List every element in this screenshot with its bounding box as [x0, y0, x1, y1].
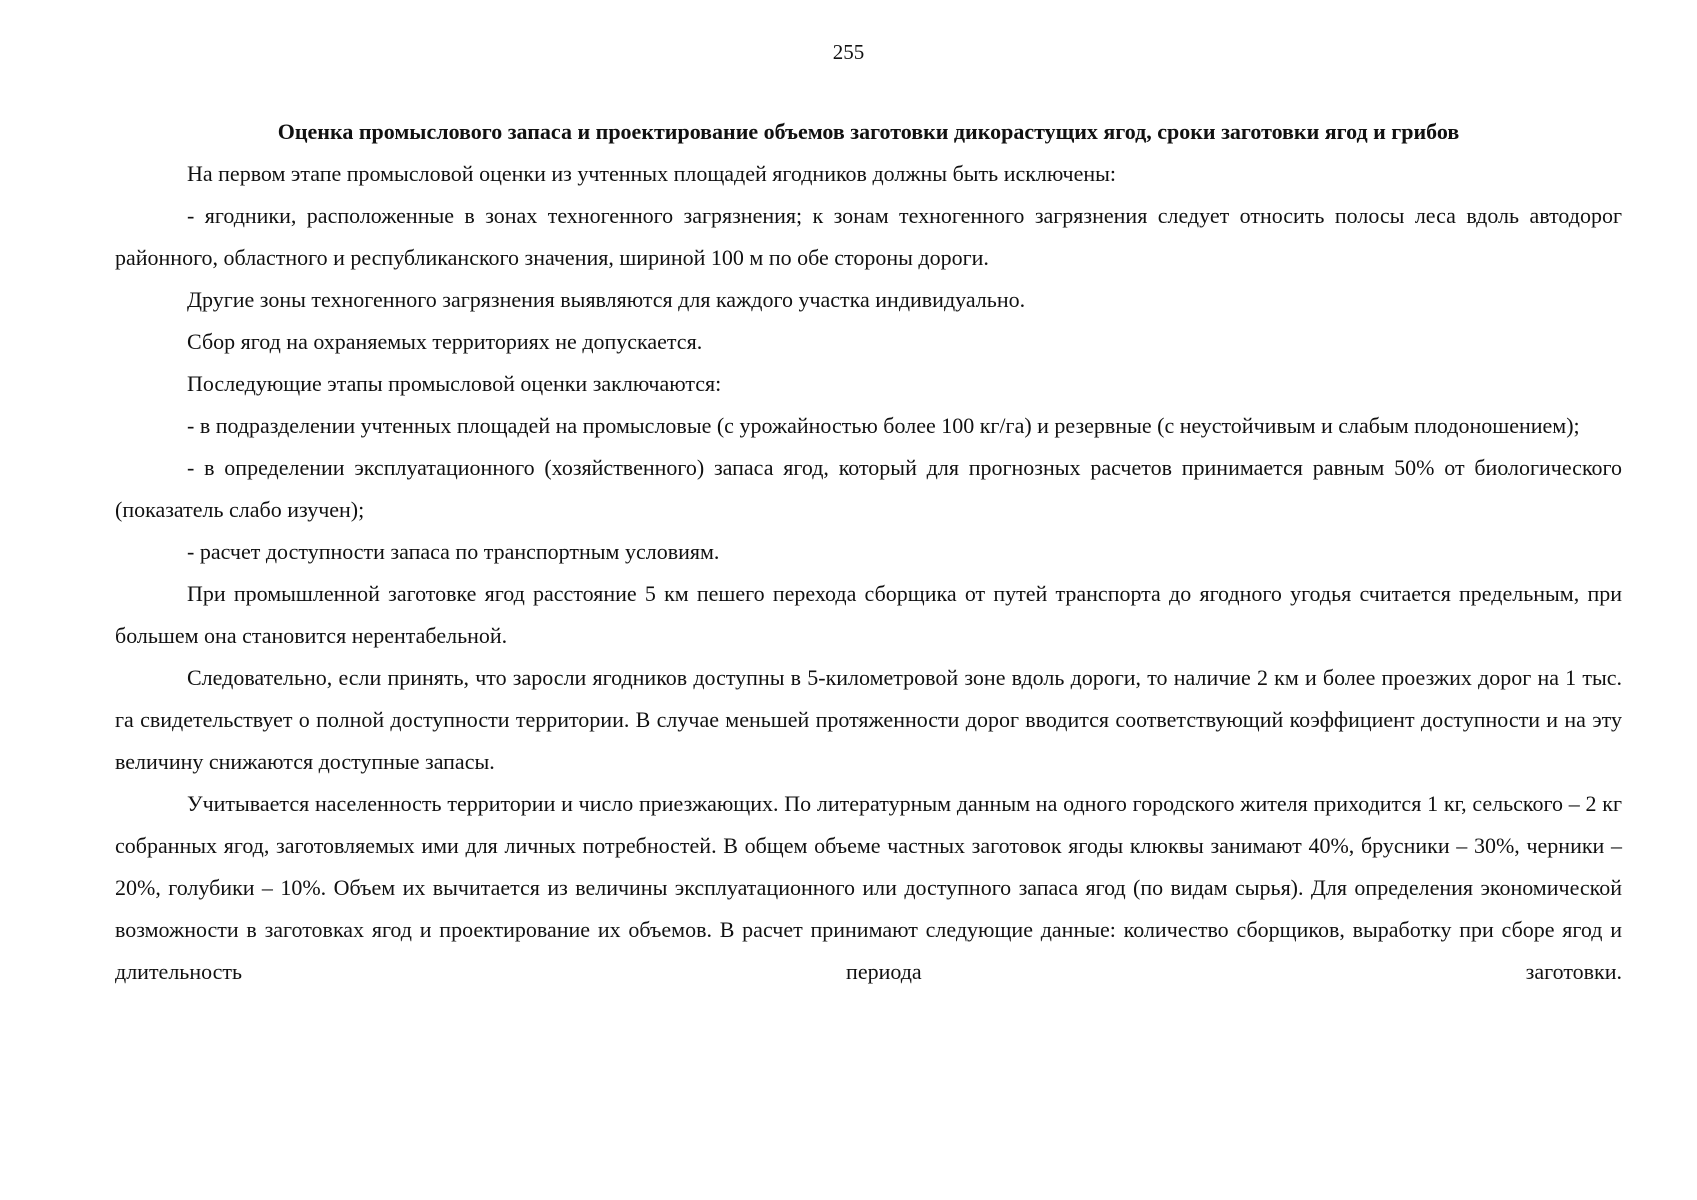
- section-title: Оценка промыслового запаса и проектирование объемов заготовки дикорастущих ягод, сроки заготовки ягод и грибов: [277, 119, 1460, 144]
- page-number: 255: [832, 40, 865, 64]
- paragraph-area-division: - в подразделении учтенных площадей на промысловые (с урожайностью более 100 кг/га) и резервные (с неустойчивым и слабым плодоношением);: [187, 413, 1580, 438]
- paragraph-transport-access: - расчет доступности запаса по транспортным условиям.: [187, 539, 720, 564]
- paragraph-road-coverage: Следовательно, если принять, что заросли ягодников доступны в 5-километровой зоне вдоль дороги, то наличие 2 км и более проезжих дорог на 1 тыс. га свидетельствует о полной доступности территории. В случае меньшей протяженности дорог вводится соответствующий коэффициент доступности и на эту величину снижаются доступные запасы.: [115, 665, 1622, 774]
- paragraph-exploitation-stock: - в определении эксплуатационного (хозяйственного) запаса ягод, который для прогнозных расчетов принимается равным 50% от биологического (показатель слабо изучен);: [115, 455, 1622, 522]
- paragraph-pollution-zones: - ягодники, расположенные в зонах техногенного загрязнения; к зонам техногенного загрязнения следует относить полосы леса вдоль автодорог районного, областного и республиканского значения, шириной 100 м по обе стороны дороги.: [115, 203, 1622, 270]
- paragraph-population: Учитывается населенность территории и число приезжающих. По литературным данным на одного городского жителя приходится 1 кг, сельского – 2 кг собранных ягод, заготовляемых ими для личных потребностей. В общем объеме частных заготовок ягоды клюквы занимают 40%, брусники – 30%, черники – 20%, голубики – 10%. Объем их вычитается из величины эксплуатационного или доступного запаса ягод (по видам сырья). Для определения экономической возможности в заготовках ягод и проектирование их объемов. В расчет принимают следующие данные: количество сборщиков, выработку при сборе ягод и длительность периода заготовки.: [115, 791, 1622, 984]
- paragraph-other-zones: Другие зоны техногенного загрязнения выявляются для каждого участка индивидуально.: [187, 287, 1026, 312]
- paragraph-exclusions-intro: На первом этапе промысловой оценки из учтенных площадей ягодников должны быть исключены:: [187, 161, 1116, 186]
- paragraph-protected-areas: Сбор ягод на охраняемых территориях не допускается.: [187, 329, 703, 354]
- document-body: [115, 111, 1622, 993]
- paragraph-next-stages: Последующие этапы промысловой оценки заключаются:: [187, 371, 722, 396]
- paragraph-walking-distance: При промышленной заготовке ягод расстояние 5 км пешего перехода сборщика от путей транспорта до ягодного угодья считается предельным, при большем она становится нерентабельной.: [115, 581, 1622, 648]
